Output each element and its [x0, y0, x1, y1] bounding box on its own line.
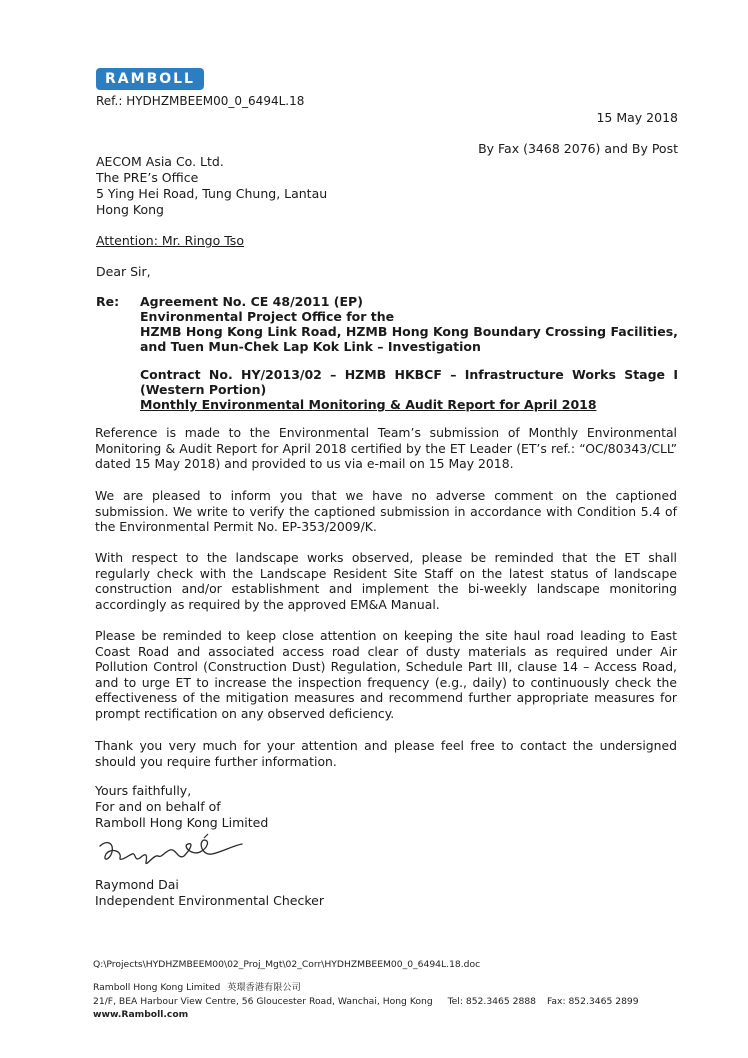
contract-line-2: (Western Portion) [140, 382, 267, 397]
report-title: Monthly Environmental Monitoring & Audit Report for April 2018 [140, 397, 597, 412]
body-paragraph: Reference is made to the Environmental Team’s submission of Monthly Environmental Monitoring & Audit Report for April 2018 certified by the ET Leader (ET’s ref.: “OC/80343/CLL” dated 15 May 2018) and provided to us via e-mail on 15 May 2018. [95, 425, 677, 472]
subject-line: Agreement No. CE 48/2011 (EP) [140, 294, 363, 309]
addressee-street: 5 Ying Hei Road, Tung Chung, Lantau [96, 186, 328, 201]
reference-number: Ref.: HYDHZMBEEM00_0_6494L.18 [96, 94, 305, 108]
company-tel: Tel: 852.3465 2888 [447, 996, 537, 1007]
subject-line: HZMB Hong Kong Link Road, HZMB Hong Kong Boundary Crossing Facilities, [140, 324, 678, 339]
addressee-city: Hong Kong [96, 202, 164, 217]
body-paragraph: With respect to the landscape works observed, please be reminded that the ET shall regularly check with the Landscape Resident Site Staff on the latest status of landscape construction and/or establishment and implement the bi-weekly landscape monitoring accordingly as required by the approved EM&A Manual. [95, 550, 677, 612]
signer-title: Independent Environmental Checker [95, 893, 324, 908]
company-name: Ramboll Hong Kong Limited [93, 982, 221, 993]
signature-image [92, 832, 252, 872]
closing-line: Ramboll Hong Kong Limited [95, 815, 269, 830]
company-fax: Fax: 852.3465 2899 [546, 996, 639, 1007]
delivery-method: By Fax (3468 2076) and By Post [478, 141, 678, 156]
company-name-chinese: 英環香港有限公司 [227, 982, 301, 993]
ramboll-logo: RAMBOLL [96, 68, 204, 90]
re-label: Re: [96, 294, 120, 309]
subject-block [140, 294, 680, 354]
footer-company [93, 981, 301, 994]
closing-line: Yours faithfully, [95, 783, 192, 798]
body-paragraph: We are pleased to inform you that we have no adverse comment on the captioned submission. We write to verify the captioned submission in accordance with Condition 5.4 of the Environmental Permit No. EP-353/2009/K. [95, 488, 677, 535]
footer-address-line [93, 995, 639, 1008]
file-path: Q:\Projects\HYDHZMBEEM00\02_Proj_Mgt\02_Corr\HYDHZMBEEM00_0_6494L.18.doc [93, 959, 481, 970]
subject-line: and Tuen Mun-Chek Lap Kok Link – Investigation [140, 339, 481, 354]
signer-name: Raymond Dai [95, 877, 179, 892]
letter-date: 15 May 2018 [596, 110, 678, 125]
body-paragraph: Please be reminded to keep close attention on keeping the site haul road leading to East Coast Road and associated access road clear of dusty materials as required under Air Pollution Control (Construction Dust) Regulation, Schedule Part III, clause 14 – Access Road, and to urge ET to increase the inspection frequency (e.g., daily) to continuously check the effectiveness of the mitigation measures and recommend further appropriate measures for prompt rectification on any observed deficiency. [95, 628, 677, 721]
attention-line: Attention: Mr. Ringo Tso [96, 233, 244, 248]
subject-line: Environmental Project Office for the [140, 309, 395, 324]
company-website[interactable]: www.Ramboll.com [93, 1009, 189, 1020]
company-address: 21/F, BEA Harbour View Centre, 56 Gloucester Road, Wanchai, Hong Kong [93, 996, 433, 1007]
addressee-company: AECOM Asia Co. Ltd. [96, 154, 224, 169]
addressee-office: The PRE’s Office [96, 170, 199, 185]
body-paragraph: Thank you very much for your attention and please feel free to contact the undersigned should you require further information. [95, 738, 677, 769]
salutation: Dear Sir, [96, 264, 151, 279]
closing-line: For and on behalf of [95, 799, 221, 814]
contract-line-1: Contract No. HY/2013/02 – HZMB HKBCF – Infrastructure Works Stage I [140, 367, 678, 382]
